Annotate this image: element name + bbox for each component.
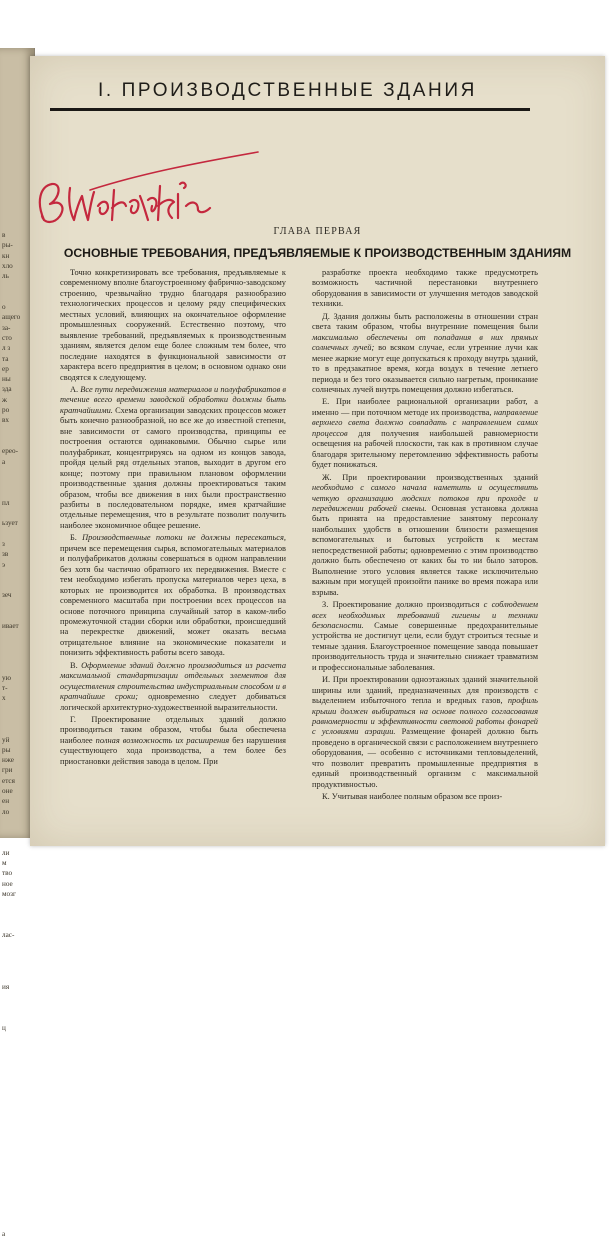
paragraph-text: Учитывая наиболее полным образом все произ- — [331, 792, 503, 802]
facing-page-line: л з — [2, 344, 11, 353]
facing-page-line: ен — [2, 797, 10, 806]
paragraph-lead: Г. — [70, 715, 92, 725]
paragraph-tail: без нарушения существующего хода производства, а тем более без приостановки действия завода в целом. При — [60, 735, 286, 766]
facing-page-line: кн — [2, 251, 10, 260]
paragraph-text: Проектирование отдельных зданий должно производиться таким образом, чтобы была обеспечена наиболее — [60, 715, 286, 745]
facing-page-line — [2, 580, 28, 590]
facing-page-line — [2, 1013, 28, 1023]
facing-page-line — [2, 487, 28, 497]
paragraph-text: Точно конкретизировать все требования, предъявляемые к современному вполне благоустроенному фабрично-заводскому строению, чрезвычайно трудно благодаря разнообразию технологических процессов и целому ряду специфических местных условий, влияющих на окончательное оформление промышленных сооружений. Естественно поэтому, что выявление требований, предъявляемых к производственным зданиям, является делом еще более сложным тем более, что последние находятся в функциональной зависимости от характера всего предприятия в целом; в основном однако они сводятся к следующему. — [60, 268, 286, 382]
paragraph — [312, 600, 538, 673]
facing-page-line: ро — [2, 406, 10, 415]
paragraph-tail: Основная установка должна быть принята на предоставление занятому персоналу наибольших удобств в отношении близости размещения вспомогательных и бытовых устройств к местам непосредственной работы; одновременно с этим производство должно быть обеспечено от каких бы то ни было заторов. Выполнение этого условия является также исключительно важным при могущей произойти панике во время пожара или взрыва. — [312, 503, 538, 597]
facing-page-line: зв — [2, 550, 9, 559]
facing-page-line: а — [2, 1229, 6, 1238]
facing-page-line — [2, 1177, 28, 1187]
facing-page-line — [2, 1146, 28, 1156]
facing-page-line: зда — [2, 385, 12, 394]
facing-page-line — [2, 971, 28, 981]
facing-page-line — [2, 1095, 28, 1105]
facing-page-line: пл — [2, 498, 10, 507]
facing-page-line: тво — [2, 869, 13, 878]
facing-page-line — [2, 436, 28, 446]
facing-page-line — [2, 1198, 28, 1208]
facing-page-line — [2, 910, 28, 920]
facing-page-line — [2, 951, 28, 961]
facing-page-line: ль — [2, 272, 9, 281]
facing-page-line: зеч — [2, 591, 12, 600]
text-column-right — [312, 268, 538, 838]
paragraph-text: причем все перемещения сырья, вспомогательных материалов и полуфабрикатов должны совершаться в одном направлении без хотя бы частично обратного их передвижения. Вместе с тем необходимо избегать пропуска материалов через цеха, в которых не производится их обработка. В производствах современного масштаба при построении всех процессов на основе поточного принципа случайный затор в каком-либо промежуточной стадии сборки или обработки, происшедший на перекрестке движений, может оказать весьма отрицательное влияние на экономические показатели и понизить эффективность работы всего завода. — [60, 543, 286, 658]
facing-page-line — [2, 601, 28, 611]
paragraph — [312, 675, 538, 790]
facing-page-line: сто — [2, 333, 12, 342]
paragraph — [60, 385, 286, 531]
paragraph-lead: А. — [70, 384, 81, 394]
paragraph-lead: В. — [70, 660, 82, 670]
facing-page-line — [2, 1136, 28, 1146]
book-page — [30, 56, 605, 846]
chapter-title: ОСНОВНЫЕ ТРЕБОВАНИЯ, ПРЕДЪЯВЛЯЕМЫЕ К ПРОИЗВОДСТВЕННЫМ ЗДАНИЯМ — [63, 246, 572, 260]
paragraph-text: одновременно следует добиваться логической архитектурно-художественной выразительности. — [60, 692, 286, 712]
facing-page-line: вх — [2, 416, 9, 425]
paragraph — [312, 312, 538, 396]
facing-page-line: ется — [2, 776, 15, 785]
facing-page-line — [2, 477, 28, 487]
paragraph-text: При проектировании производственных зданий — [342, 472, 538, 482]
chapter-label: ГЛАВА ПЕРВАЯ — [273, 226, 362, 237]
facing-page-line — [2, 1033, 28, 1043]
facing-page-line — [2, 920, 28, 930]
facing-page-line: ное — [2, 879, 13, 888]
facing-page-line: ц — [2, 1023, 6, 1032]
facing-page-line — [2, 467, 28, 477]
facing-page-line: а — [2, 457, 6, 466]
paragraph-text: Схема организации заводских процессов может быть конечно разнообразной, но все же до известной степени, вне зависимости от самого производства, принципы ее построения остаются одинаковыми. Обычно сырье или полуфабрикат, концентрируясь на одном из концов завода, пройдя целый ряд отдельных этапов, выходит в другом его конце; поэтому при правильном плановом оформлении производственные здания должны проектироваться таким образом, чтобы все движения в них были пространственно разбиты в последовательном порядке, имея кратчайшие отдельные перемещения, что в результате позволит получить наиболее экономичное общее решение. — [60, 405, 286, 530]
facing-page-line — [2, 1043, 28, 1053]
paragraph-text: При наиболее рациональной организации работ, а именно — при поточном методе их производства, — [312, 397, 538, 417]
paragraph-text: разработке проекта необходимо также предусмотреть возможность частичной перестановки внутреннего оборудования в зависимости от улучшения методов заводской техники. — [312, 268, 538, 309]
facing-page-line — [2, 611, 28, 621]
facing-page-line — [2, 1157, 28, 1167]
facing-page-line: ер — [2, 364, 9, 373]
facing-page-line — [2, 1074, 28, 1084]
facing-page-line: ли — [2, 848, 10, 857]
paragraph-em: необходимо с самого начала наметить и осуществить четкую организацию людских потоков при проходе и передвижении рабочей смены. — [312, 483, 538, 513]
facing-page-line — [2, 827, 28, 837]
facing-page-line: ерео- — [2, 447, 18, 456]
paragraph-lead: К. — [322, 792, 332, 802]
facing-page-line: ры- — [2, 241, 13, 250]
facing-page-line: за- — [2, 323, 11, 332]
facing-page-line — [2, 1126, 28, 1136]
section-title: I. ПРОИЗВОДСТВЕННЫЕ ЗДАНИЯ — [98, 80, 477, 101]
facing-page-line: з — [2, 539, 5, 548]
facing-page-line: нже — [2, 756, 14, 765]
paragraph-em: с соблюдением всех необходимых требований гигиены и техники безопасности. — [312, 600, 538, 630]
facing-page-line: ия — [2, 982, 10, 991]
facing-page-line — [2, 1188, 28, 1198]
paragraph — [60, 661, 286, 713]
paragraph-lead: З. — [322, 600, 333, 610]
paragraph-text: Проектирование должно производиться — [332, 600, 484, 610]
facing-page-line: ьзует — [2, 519, 18, 528]
facing-page-line: э — [2, 560, 6, 569]
paragraph-tail: Размещение фонарей должно быть проведено в органической связи с расположением внутреннего оборудования, — особенно с источниками тепловыделений, что позволит превратить промышленные предприятия в единый производственный организм с максимальной продуктивностью. — [312, 727, 538, 789]
facing-page-line: о — [2, 303, 6, 312]
paragraph-lead: Б. — [70, 533, 83, 543]
facing-page-line: лас- — [2, 931, 15, 940]
facing-page-line: м — [2, 859, 7, 868]
facing-page-line — [2, 1002, 28, 1012]
facing-page-line — [2, 940, 28, 950]
title-rule — [50, 108, 530, 111]
facing-page-line — [2, 724, 28, 734]
facing-page-line — [2, 1116, 28, 1126]
facing-page-line — [2, 1105, 28, 1115]
facing-page-line — [2, 281, 28, 291]
facing-page-line — [2, 714, 28, 724]
facing-page-line — [2, 1085, 28, 1095]
paragraph-lead: Е. — [322, 397, 337, 407]
facing-page-line — [2, 961, 28, 971]
facing-page-line — [2, 570, 28, 580]
text-column-left — [60, 268, 286, 838]
facing-page-line: мозг — [2, 890, 16, 898]
facing-page-line — [2, 1219, 28, 1229]
facing-page-line — [2, 704, 28, 714]
facing-page-line — [2, 642, 28, 652]
facing-page-line: оне — [2, 787, 13, 796]
facing-page-line — [2, 508, 28, 518]
paragraph — [60, 533, 286, 658]
paragraph-em: Оформление зданий должно производиться из расчета максимальной стандартизации отдельных элементов для осуществления строительства индустриальным способом и в кратчайшие сроки; — [60, 660, 287, 702]
facing-page-line — [2, 529, 28, 539]
facing-page-line: гри — [2, 766, 13, 775]
facing-page-line — [2, 992, 28, 1002]
facing-page-line: ащего — [2, 313, 21, 322]
facing-page-line — [2, 1208, 28, 1218]
paragraph-tail: Самые совершенные предохранительные устройства не достигнут цели, если будут строиться тесные и темные здания. Благоустроенное помещение завода повышает производительность труда и значительно снижает травматизм и профессиональные заболевания. — [312, 620, 538, 672]
paragraph-text: Здания должны быть расположены в отношении стран света таким образом, чтобы внутренние помещения были — [312, 311, 538, 332]
facing-page-line — [2, 838, 28, 848]
paragraph-em: Все пути передвижения материалов и полуфабрикатов в течение всего времени заводской обработки должны быть кратчайшими. — [60, 384, 286, 415]
facing-page-line: в — [2, 231, 6, 239]
facing-page-line — [2, 426, 28, 436]
paragraph-lead: И. — [322, 675, 333, 685]
facing-page-line: уй — [2, 735, 10, 744]
facing-page-line — [2, 899, 28, 909]
facing-page-line: ны — [2, 375, 11, 384]
facing-page-line: хло — [2, 261, 13, 270]
paragraph-em: максимально обеспечены от попадания в них прямых солнечных лучей; — [312, 332, 538, 353]
paragraph-tail: во всяком случае, если утренние лучи как менее жаркие могут еще допускаться к проходу внутрь зданий, то в предзакатное время, когда воздух в течение летнего периода и без того оказывается сильно нагретым, проникание солнечных лучей внутрь помещения должно избегаться. — [312, 343, 538, 394]
facing-page-line: ую — [2, 673, 11, 682]
facing-page-line — [2, 292, 28, 302]
paragraph-lead: Д. — [322, 311, 334, 321]
facing-page-line: ры — [2, 745, 11, 754]
facing-page-line: т- — [2, 684, 8, 693]
paragraph — [312, 473, 538, 598]
facing-page-line — [2, 1054, 28, 1064]
paragraph-lead: Ж. — [322, 472, 343, 482]
facing-page-line: та — [2, 354, 9, 363]
paragraph-em: направление верхнего света должно совпадать с направлением самих процессов — [312, 407, 538, 438]
paragraph-em: Производственные потоки не должны пересекаться, — [82, 533, 286, 543]
facing-page-line — [2, 1064, 28, 1074]
paragraph — [312, 268, 538, 310]
facing-page-line: х — [2, 694, 6, 703]
facing-page-line — [2, 652, 28, 662]
facing-page-line — [2, 1167, 28, 1177]
paragraph — [312, 792, 538, 802]
paragraph-text: При проектировании одноэтажных зданий значительной ширины или зданий, предназначенных для производств с выделением избыточного тепла и вредных газов, — [312, 675, 538, 706]
paragraph-em: профиль крыши должен выбираться на основе полного согласования равномерности и эффективности световой работы фонарей с условиями аэрации. — [312, 696, 538, 737]
facing-page-line — [2, 817, 28, 827]
paragraph-tail: для получения наибольшей равномерности освещения на рабочей плоскости, так как в противном случае благодаря зрительному перетомлению эффективность работы будет понижаться. — [312, 428, 538, 470]
paragraph-em: полная возможность их расширения — [95, 735, 230, 745]
facing-page-line: ж — [2, 395, 7, 404]
paragraph — [60, 715, 286, 767]
paragraph — [312, 397, 538, 470]
facing-page-line: ло — [2, 807, 10, 816]
facing-page-line: ивает — [2, 622, 19, 631]
facing-page-line — [2, 632, 28, 642]
facing-page-text — [2, 230, 28, 1239]
paragraph — [60, 268, 286, 383]
facing-page-line — [2, 662, 28, 672]
